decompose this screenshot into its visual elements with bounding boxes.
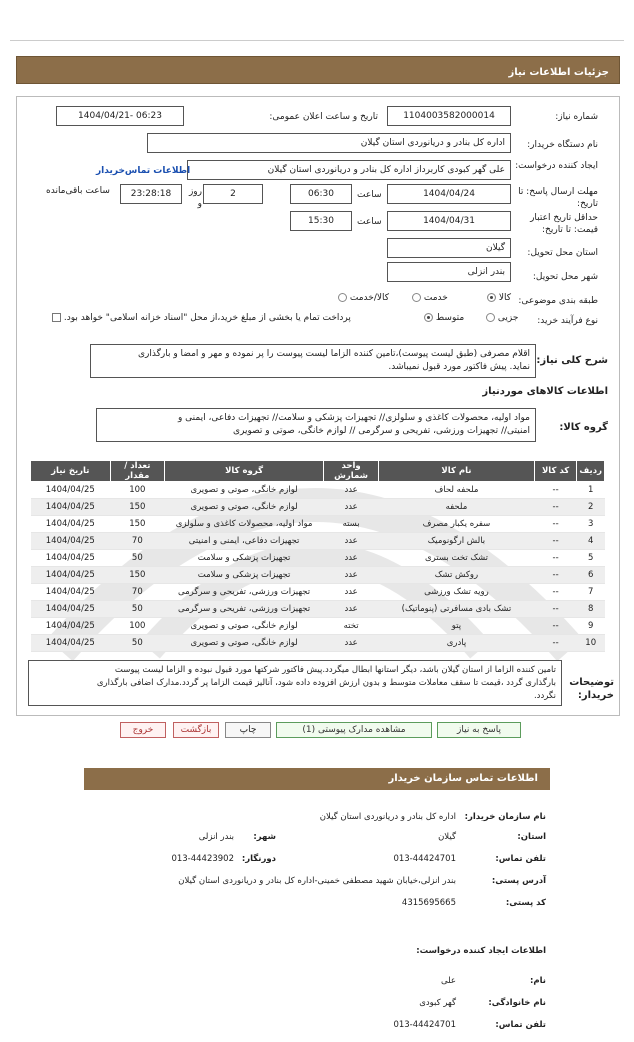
cell-group: تجهیزات پزشکی و سلامت (165, 550, 324, 567)
deadline-label: مهلت ارسال پاسخ: تا تاریخ: (518, 187, 598, 209)
cell-date: 1404/04/25 (31, 567, 111, 584)
print-button[interactable]: چاپ (225, 722, 271, 738)
cell-quantity: 70 (110, 533, 165, 550)
cell-group: لوازم خانگی، صوتی و تصویری (165, 635, 324, 652)
cell-row-number: 5 (577, 550, 605, 567)
buyer-notes-line-3: نگردد. (533, 691, 556, 701)
cell-quantity: 150 (110, 567, 165, 584)
col-header-group: گروه کالا (165, 461, 324, 482)
table-row (31, 550, 605, 567)
creator-info-title: اطلاعات ایجاد کننده درخواست: (416, 946, 546, 956)
cell-group: تجهیزات پزشکی و سلامت (165, 567, 324, 584)
buyer-notes-label: توضیحات خریدار: (569, 677, 614, 701)
cell-quantity: 100 (110, 482, 165, 499)
back-button[interactable]: بازگشت (173, 722, 219, 738)
city-field: بندر انزلی (387, 262, 511, 282)
contact-fax-label: دورنگار: (241, 854, 276, 864)
summary-box (90, 344, 536, 378)
contact-address-value: بندر انزلی،خیابان شهید مصطفی خمینی-اداره کل بنادر و دریانوردی استان گیلان (178, 876, 456, 886)
goods-section-title: اطلاعات کالاهای موردنیاز (482, 386, 608, 397)
goods-group-line-2: امنیتی// تجهیزات ورزشی، تفریحی و سرگرمی // لوازم خانگی، صوتی و تصویری (232, 426, 530, 436)
cell-date: 1404/04/25 (31, 533, 111, 550)
contact-city-label: شهر: (253, 832, 276, 842)
summary-line-2: نماید. پیش فاکتور مورد قبول نمیباشد. (388, 362, 530, 372)
col-header-quantity: تعداد / مقدار (110, 461, 165, 482)
col-header-name: نام کالا (379, 461, 535, 482)
cell-date: 1404/04/25 (31, 618, 111, 635)
cell-row-number: 4 (577, 533, 605, 550)
cell-name: روکش تشک (379, 567, 535, 584)
attachments-button[interactable]: مشاهده مدارک پیوستی (1) (276, 722, 432, 738)
cell-row-number: 2 (577, 499, 605, 516)
cell-quantity: 150 (110, 499, 165, 516)
remaining-time-field: 23:28:18 (120, 184, 182, 204)
cell-unit: تخته (324, 618, 379, 635)
contact-province-label: استان: (517, 832, 546, 842)
contact-header (84, 768, 550, 790)
creator-label: ایجاد کننده درخواست: (515, 161, 598, 171)
col-header-row-number: ردیف (577, 461, 605, 482)
cell-name: تشک تخت بستری (379, 550, 535, 567)
checkbox-icon (52, 313, 61, 322)
contact-province-value: گیلان (438, 832, 456, 842)
table-row (31, 482, 605, 499)
process-option-minor[interactable]: جزیی (486, 313, 518, 323)
cell-code: -- (534, 499, 577, 516)
cell-quantity: 70 (110, 584, 165, 601)
province-field: گیلان (387, 238, 511, 258)
cell-name: ملحفه لحاف (379, 482, 535, 499)
creator-name-label: نام: (529, 976, 546, 986)
cell-row-number: 6 (577, 567, 605, 584)
cell-group: تجهیزات دفاعی، ایمنی و امنیتی (165, 533, 324, 550)
announce-label: تاریخ و ساعت اعلان عمومی: (269, 112, 378, 122)
cell-quantity: 50 (110, 550, 165, 567)
buyer-contact-link[interactable]: اطلاعات تماس‌خریدار (96, 166, 191, 176)
cell-name: بالش ارگونومیک (379, 533, 535, 550)
deadline-date-field: 1404/04/24 (387, 184, 511, 204)
goods-group-label: گروه کالا: (559, 422, 608, 433)
cell-group: لوازم خانگی، صوتی و تصویری (165, 499, 324, 516)
cell-name: پتو (379, 618, 535, 635)
cell-unit: عدد (324, 499, 379, 516)
contact-org-label: نام سازمان خریدار: (464, 812, 546, 822)
cell-quantity: 50 (110, 601, 165, 618)
category-option-goods[interactable]: کالا (487, 293, 511, 303)
cell-date: 1404/04/25 (31, 516, 111, 533)
summary-label: شرح کلی نیاز: (536, 355, 608, 366)
table-row (31, 635, 605, 652)
category-option-both[interactable]: کالا/خدمت (338, 293, 389, 303)
days-label: روز و (188, 187, 202, 209)
goods-group-box (96, 408, 536, 442)
validity-time-field: 15:30 (290, 211, 352, 231)
creator-field: علی گهر کبودی کاربرداز اداره کل بنادر و دریانوردی استان گیلان (187, 160, 511, 180)
summary-line-1: اقلام مصرفی (طبق لیست پیوست)،تامین کننده الزاما لیست پیوست را پر نموده و مهر و امضا و بارگذاری (137, 349, 530, 359)
need-number-field: 1104003582000014 (387, 106, 511, 126)
validity-label: حداقل تاریخ اعتبار قیمت: تا تاریخ: (530, 213, 598, 235)
cell-date: 1404/04/25 (31, 550, 111, 567)
process-option-medium[interactable]: متوسط (424, 313, 464, 323)
cell-row-number: 3 (577, 516, 605, 533)
creator-name-value: علی (441, 976, 456, 986)
items-table-body (31, 482, 605, 652)
creator-family-label: نام خانوادگی: (488, 998, 546, 1008)
buyer-org-label: نام دستگاه خریدار: (527, 140, 598, 150)
cell-quantity: 100 (110, 618, 165, 635)
cell-row-number: 8 (577, 601, 605, 618)
cell-unit: عدد (324, 482, 379, 499)
cell-row-number: 10 (577, 635, 605, 652)
radio-icon (412, 293, 421, 302)
validity-date-field: 1404/04/31 (387, 211, 511, 231)
cell-row-number: 7 (577, 584, 605, 601)
table-row (31, 618, 605, 635)
contact-postal-value: 4315695665 (401, 898, 456, 908)
buyer-org-field: اداره کل بنادر و دریانوردی استان گیلان (147, 133, 511, 153)
page-header (16, 56, 620, 84)
cell-name: تشک بادی مسافرتی (پنوماتیک) (379, 601, 535, 618)
days-field: 2 (203, 184, 263, 204)
city-label: شهر محل تحویل: (532, 272, 598, 282)
buyer-notes-line-1: تامین کننده الزاما از استان گیلان باشد، دیگر استانها ابطال میگردد.پیش فاکتور شرکتها مورد قبول نبوده و الزاما لیست پیوست (114, 665, 556, 675)
cell-unit: بسته (324, 516, 379, 533)
cell-unit: عدد (324, 533, 379, 550)
deadline-time-field: 06:30 (290, 184, 352, 204)
cell-group: مواد اولیه، محصولات کاغذی و سلولزی (165, 516, 324, 533)
radio-icon (338, 293, 347, 302)
cell-unit: عدد (324, 584, 379, 601)
radio-icon (486, 313, 495, 322)
table-row (31, 516, 605, 533)
cell-name: پادری (379, 635, 535, 652)
cell-code: -- (534, 550, 577, 567)
col-header-code: کد کالا (534, 461, 577, 482)
cell-name: رویه تشک ورزشی (379, 584, 535, 601)
cell-code: -- (534, 516, 577, 533)
cell-code: -- (534, 584, 577, 601)
creator-family-value: گهر کبودی (419, 998, 456, 1008)
payment-note[interactable]: پرداخت تمام یا بخشی از مبلغ خرید،از محل "اسناد خزانه اسلامی" خواهد بود. (52, 313, 351, 323)
cell-date: 1404/04/25 (31, 482, 111, 499)
deadline-time-label: ساعت (357, 190, 382, 200)
contact-phone-label: تلفن تماس: (495, 854, 546, 864)
cell-code: -- (534, 482, 577, 499)
cell-date: 1404/04/25 (31, 499, 111, 516)
cell-code: -- (534, 601, 577, 618)
cell-date: 1404/04/25 (31, 601, 111, 618)
exit-button[interactable]: خروج (120, 722, 166, 738)
table-row (31, 567, 605, 584)
contact-org-value: اداره کل بنادر و دریانوردی استان گیلان (319, 812, 456, 822)
creator-phone-label: تلفن تماس: (495, 1020, 546, 1030)
cell-unit: عدد (324, 567, 379, 584)
cell-code: -- (534, 635, 577, 652)
category-label: طبقه بندی موضوعی: (518, 296, 598, 306)
contact-postal-label: کد پستی: (505, 898, 546, 908)
validity-time-label: ساعت (357, 217, 382, 227)
remaining-time-label: ساعت باقی‌مانده (46, 186, 110, 196)
contact-phone-value: 013-44424701 (393, 854, 456, 864)
category-option-service[interactable]: خدمت (412, 293, 448, 303)
buyer-notes-line-2: بارگذاری گردد ،قیمت تا سقف معاملات متوسط و بدون ارزش افزوده داده شود، آنالیز قیمت الزاما پر گردد.مدارک اضافی بارگذاری (96, 678, 556, 688)
cell-row-number: 9 (577, 618, 605, 635)
goods-group-line-1: مواد اولیه، محصولات کاغذی و سلولزی// تجهیزات پزشکی و سلامت// تجهیزات دفاعی، ایمنی و (177, 413, 530, 423)
table-row (31, 584, 605, 601)
table-row (31, 533, 605, 550)
need-number-label: شماره نیاز: (555, 112, 598, 122)
contact-title: اطلاعات تماس سازمان خریدار (388, 773, 538, 784)
items-table (30, 460, 605, 652)
cell-code: -- (534, 618, 577, 635)
cell-code: -- (534, 567, 577, 584)
creator-phone-value: 013-44424701 (393, 1020, 456, 1030)
cell-unit: عدد (324, 601, 379, 618)
top-divider (10, 40, 624, 41)
cell-date: 1404/04/25 (31, 635, 111, 652)
radio-selected-icon (487, 293, 496, 302)
contact-fax-value: 013-44423902 (171, 854, 234, 864)
cell-code: -- (534, 533, 577, 550)
contact-city-value: بندر انزلی (198, 832, 234, 842)
cell-group: لوازم خانگی، صوتی و تصویری (165, 482, 324, 499)
table-row (31, 601, 605, 618)
cell-row-number: 1 (577, 482, 605, 499)
cell-name: ملحفه (379, 499, 535, 516)
cell-quantity: 50 (110, 635, 165, 652)
announce-field: 1404/04/21- 06:23 (56, 106, 184, 126)
buyer-notes-box (28, 660, 562, 706)
cell-group: تجهیزات ورزشی، تفریحی و سرگرمی (165, 601, 324, 618)
province-label: استان محل تحویل: (527, 248, 598, 258)
col-header-unit: واحد شمارش (324, 461, 379, 482)
cell-name: سفره یکبار مصرف (379, 516, 535, 533)
col-header-date: تاریخ نیاز (31, 461, 111, 482)
cell-unit: عدد (324, 550, 379, 567)
cell-group: لوازم خانگی، صوتی و تصویری (165, 618, 324, 635)
cell-unit: عدد (324, 635, 379, 652)
cell-date: 1404/04/25 (31, 584, 111, 601)
page-title: جزئیات اطلاعات نیاز (508, 67, 609, 78)
table-header-row (31, 461, 605, 482)
contact-address-label: آدرس پستی: (491, 876, 546, 886)
radio-selected-icon (424, 313, 433, 322)
reply-button[interactable]: پاسخ به نیاز (437, 722, 521, 738)
cell-group: تجهیزات ورزشی، تفریحی و سرگرمی (165, 584, 324, 601)
cell-quantity: 150 (110, 516, 165, 533)
table-row (31, 499, 605, 516)
process-label: نوع فرآیند خرید: (537, 316, 598, 326)
